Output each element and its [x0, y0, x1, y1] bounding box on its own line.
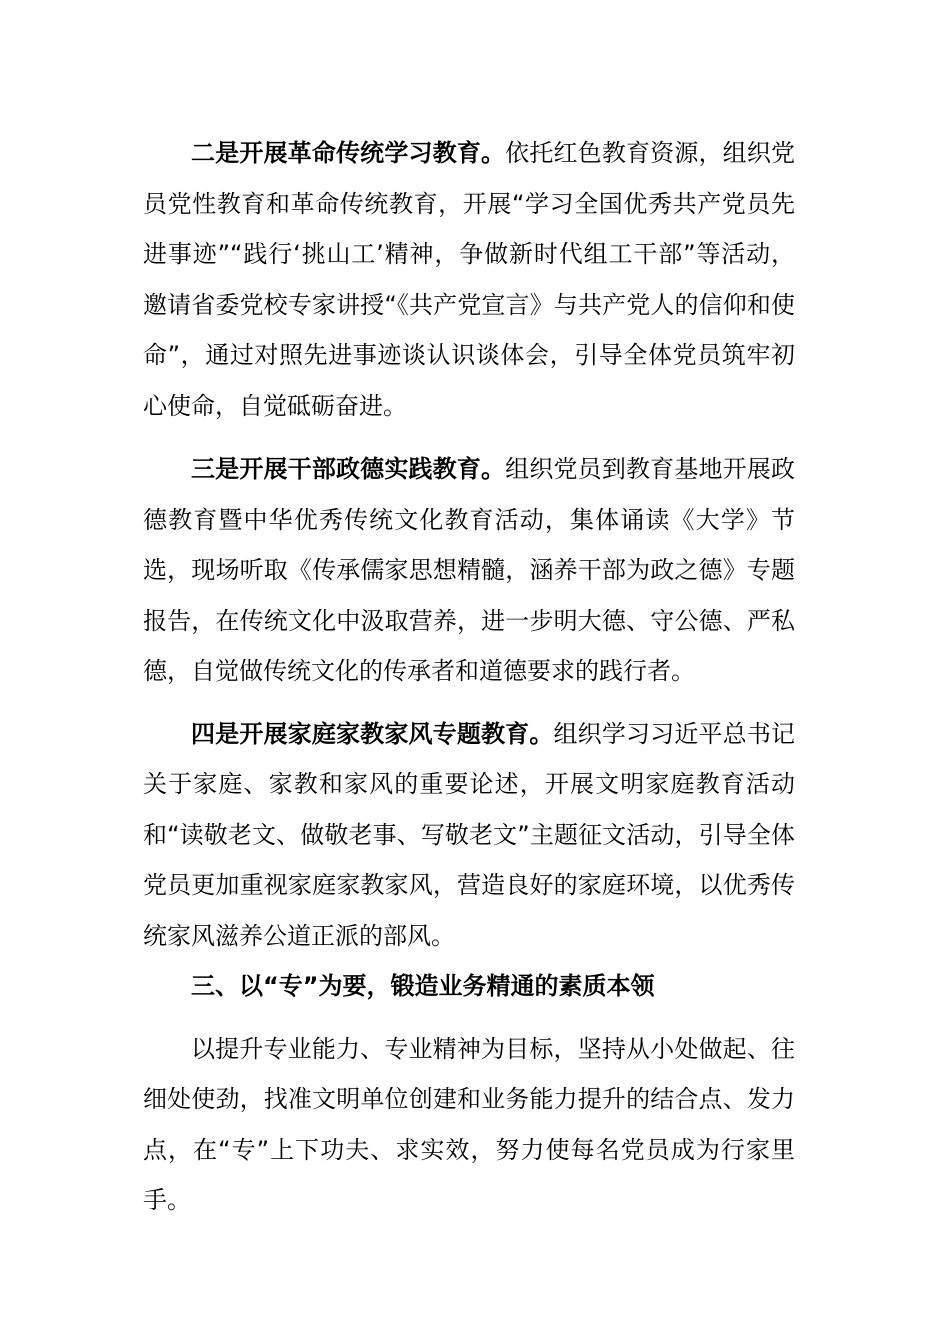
- paragraph-body: 组织学习习近平总书记关于家庭、家教和家风的重要论述，开展文明家庭教育活动和“读敬老文、做敬老事、写敬老文”主题征文活动，引导全体党员更加重视家庭家教家风，营造良好的家庭环境，以优秀传统家风滋养公道正派的部风。: [143, 719, 795, 950]
- section-heading: 三、以“专”为要，锻造业务精通的素质本领: [191, 972, 655, 1000]
- paragraph-body: 依托红色教育资源，组织党员党性教育和革命传统教育，开展“学习全国优秀共产党员先进事迹”“践行‘挑山工’精神，争做新时代组工干部”等活动，邀请省委党校专家讲授“《共产党宣言》与共产党人的信仰和使命”，通过对照先进事迹谈认识谈体会，引导全体党员筑牢初心使命，自觉砥砺奋进。: [143, 139, 796, 420]
- paragraph-lead: 四是开展家庭家教家风专题教育。: [191, 719, 554, 748]
- paragraph-family-education: [143, 709, 795, 962]
- paragraph-lead: 二是开展革命传统学习教育。: [191, 139, 506, 167]
- paragraph-political-ethics: [143, 444, 795, 697]
- paragraph-body: 组织党员到教育基地开展政德教育暨中华优秀传统文化教育活动，集体诵读《大学》节选，现场听取《传承儒家思想精髓，涵养干部为政之德》专题报告，在传统文化中汲取营养，进一步明大德、守公德、严私德，自觉做传统文化的传承者和道德要求的践行者。: [143, 455, 796, 685]
- paragraph-revolutionary-tradition: [143, 128, 795, 431]
- paragraph-lead: 三是开展干部政德实践教育。: [191, 455, 506, 483]
- closing-paragraph: 以提升专业能力、专业精神为目标，坚持从小处做起、往细处使劲，找准文明单位创建和业务能力提升的结合点、发力点，在“专”上下功夫、求实效，努力使每名党员成为行家里手。: [143, 1034, 795, 1214]
- document-page: [143, 128, 795, 1226]
